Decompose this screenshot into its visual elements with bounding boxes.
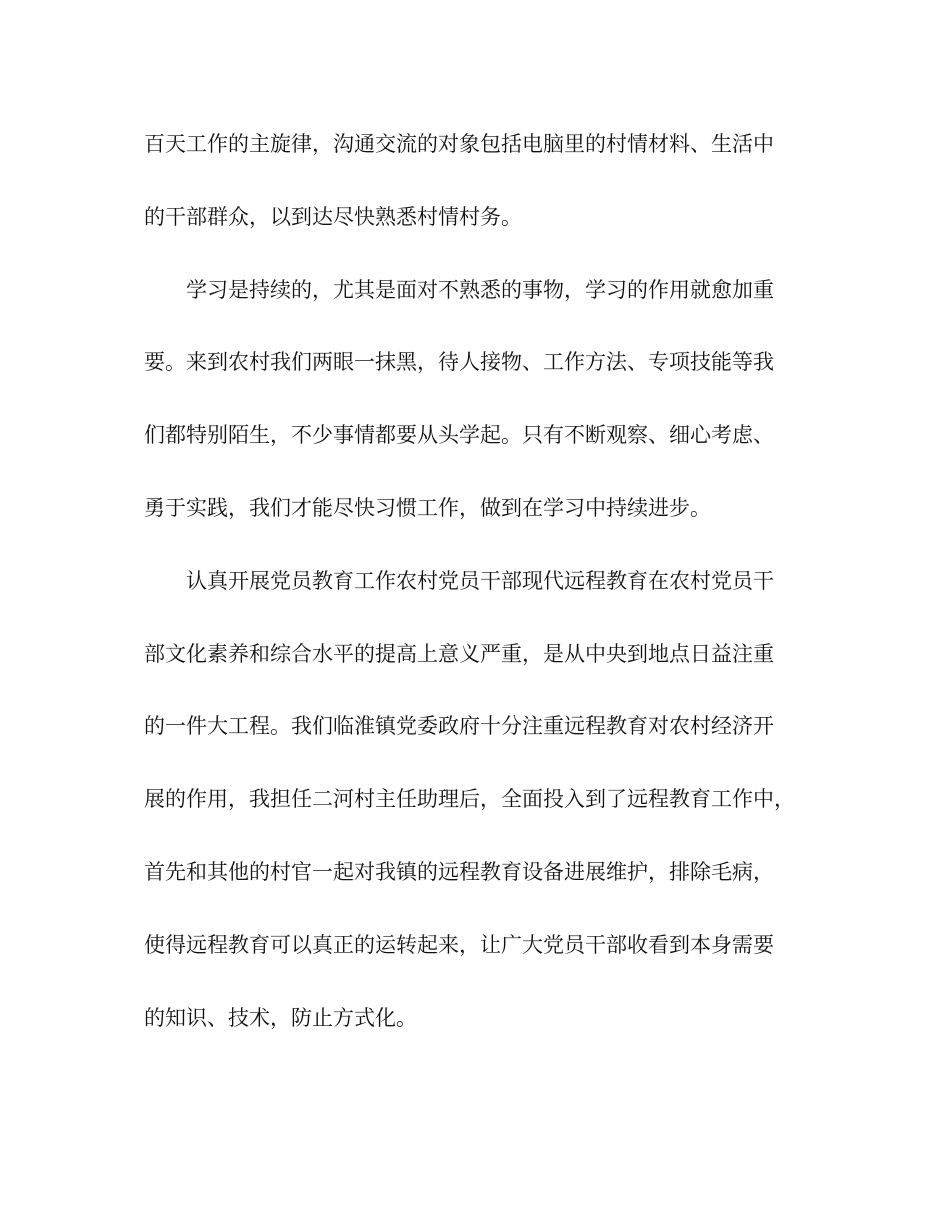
text-line: 的一件大工程。我们临淮镇党委政府十分注重远程教育对农村经济开 [144, 714, 774, 739]
paragraph-start-line: 认真开展党员教育工作农村党员干部现代远程教育在农村党员干 [186, 568, 774, 593]
text-line: 部文化素养和综合水平的提高上意义严重，是从中央到地点日益注重 [144, 641, 774, 666]
paragraph-start-line: 学习是持续的，尤其是面对不熟悉的事物，学习的作用就愈加重 [186, 277, 774, 302]
text-line: 首先和其他的村官一起对我镇的远程教育设备进展维护，排除毛病， [144, 859, 774, 884]
text-line: 要。来到农村我们两眼一抹黑，待人接物、工作方法、专项技能等我 [144, 350, 774, 375]
text-line: 勇于实践，我们才能尽快习惯工作，做到在学习中持续进步。 [144, 495, 711, 520]
text-line: 展的作用，我担任二河村主任助理后，全面投入到了远程教育工作中， [144, 787, 795, 812]
text-line: 的知识、技术，防止方式化。 [144, 1005, 417, 1030]
text-line: 百天工作的主旋律，沟通交流的对象包括电脑里的村情材料、生活中 [144, 132, 774, 156]
text-line: 们都特别陌生，不少事情都要从头学起。只有不断观察、细心考虑、 [144, 423, 774, 448]
text-line: 使得远程教育可以真正的运转起来，让广大党员干部收看到本身需要 [144, 932, 774, 957]
document-body [144, 122, 809, 1068]
text-line: 的干部群众，以到达尽快熟悉村情村务。 [144, 204, 522, 229]
